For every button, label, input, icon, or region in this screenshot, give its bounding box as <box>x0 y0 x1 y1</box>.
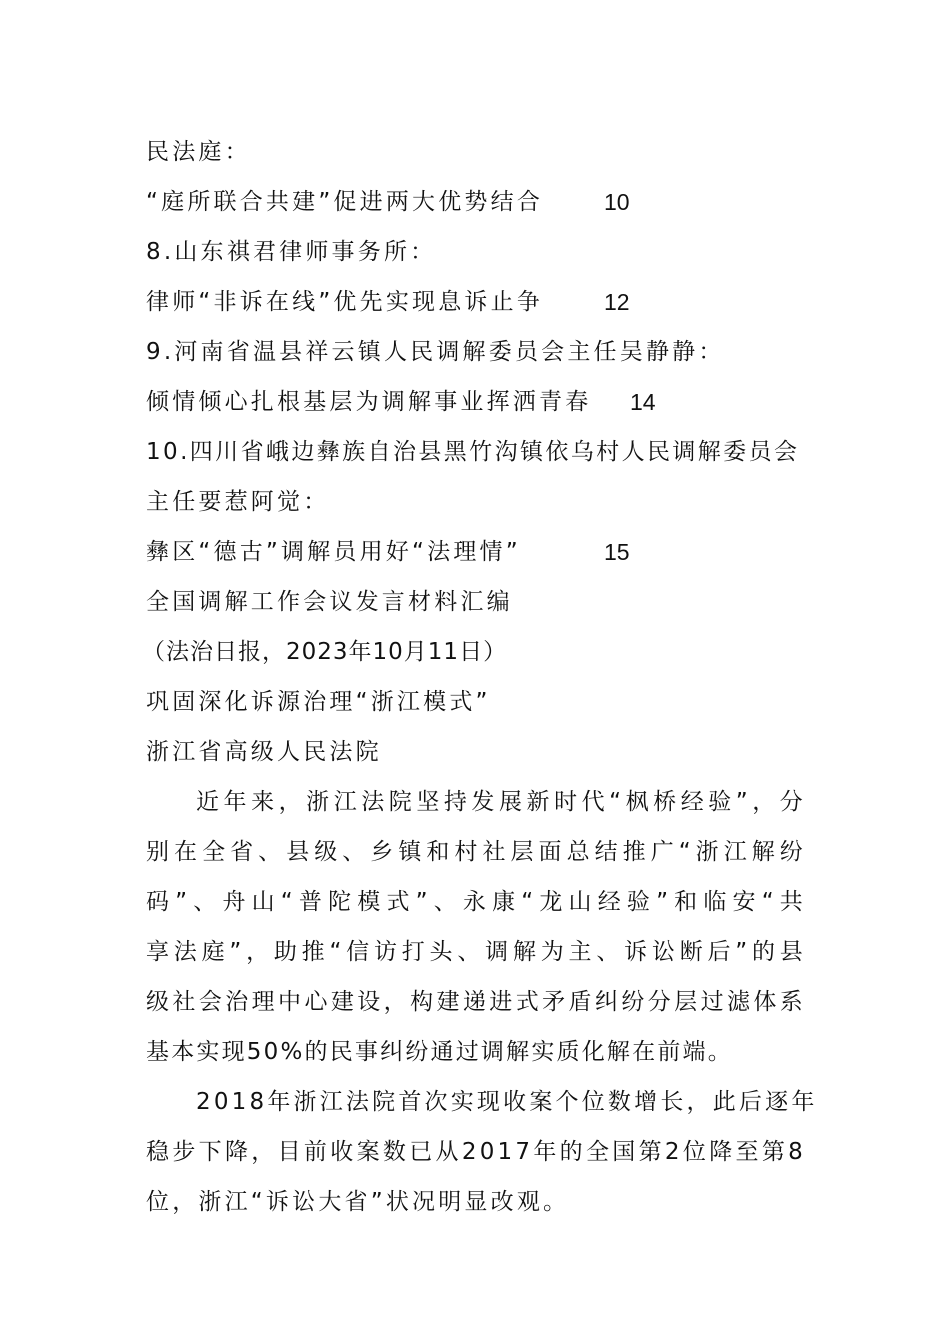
toc-line: 10.四川省峨边彝族自治县黑竹沟镇依乌村人民调解委员会 <box>146 439 800 465</box>
toc-line: 主任要惹阿觉： <box>146 489 330 515</box>
article-author: 浙江省高级人民法院 <box>146 739 382 765</box>
paragraph-line: 2018年浙江法院首次实现收案个位数增长，此后逐年 <box>196 1089 818 1115</box>
toc-line: 9.河南省温县祥云镇人民调解委员会主任吴静静： <box>146 339 725 365</box>
collection-title: 全国调解工作会议发言材料汇编 <box>146 589 513 615</box>
paragraph-line: 享法庭”，助推“信访打头、调解为主、诉讼断后”的县 <box>146 939 806 965</box>
article-title: 巩固深化诉源治理“浙江模式” <box>146 689 491 715</box>
paragraph-line: 基本实现50%的民事纠纷通过调解实质化解在前端。 <box>146 1039 733 1065</box>
paragraph-line: 级社会治理中心建设，构建递进式矛盾纠纷分层过滤体系 <box>146 989 806 1015</box>
toc-entry-title: “庭所联合共建”促进两大优势结合 <box>146 189 544 215</box>
toc-page-number: 15 <box>604 539 630 565</box>
toc-line: 8.山东祺君律师事务所： <box>146 239 437 265</box>
paragraph-line: 近年来，浙江法院坚持发展新时代“枫桥经验”，分 <box>196 789 806 815</box>
toc-line: 民法庭： <box>146 139 251 165</box>
paragraph-line: 稳步下降，目前收案数已从2017年的全国第2位降至第8 <box>146 1139 806 1165</box>
paragraph-line: 码”、舟山“普陀模式”、永康“龙山经验”和临安“共 <box>146 889 806 915</box>
toc-page-number: 14 <box>630 389 656 415</box>
article-source: （法治日报，2023年10月11日） <box>142 639 508 665</box>
paragraph-line: 别在全省、县级、乡镇和村社层面总结推广“浙江解纷 <box>146 839 806 865</box>
toc-entry-title: 律师“非诉在线”优先实现息诉止争 <box>146 289 544 315</box>
paragraph-line: 位，浙江“诉讼大省”状况明显改观。 <box>146 1189 570 1215</box>
toc-page-number: 10 <box>604 189 630 215</box>
toc-page-number: 12 <box>604 289 630 315</box>
toc-entry-title: 倾情倾心扎根基层为调解事业挥洒青春 <box>146 389 592 415</box>
toc-entry-title: 彝区“德古”调解员用好“法理情” <box>146 539 521 565</box>
